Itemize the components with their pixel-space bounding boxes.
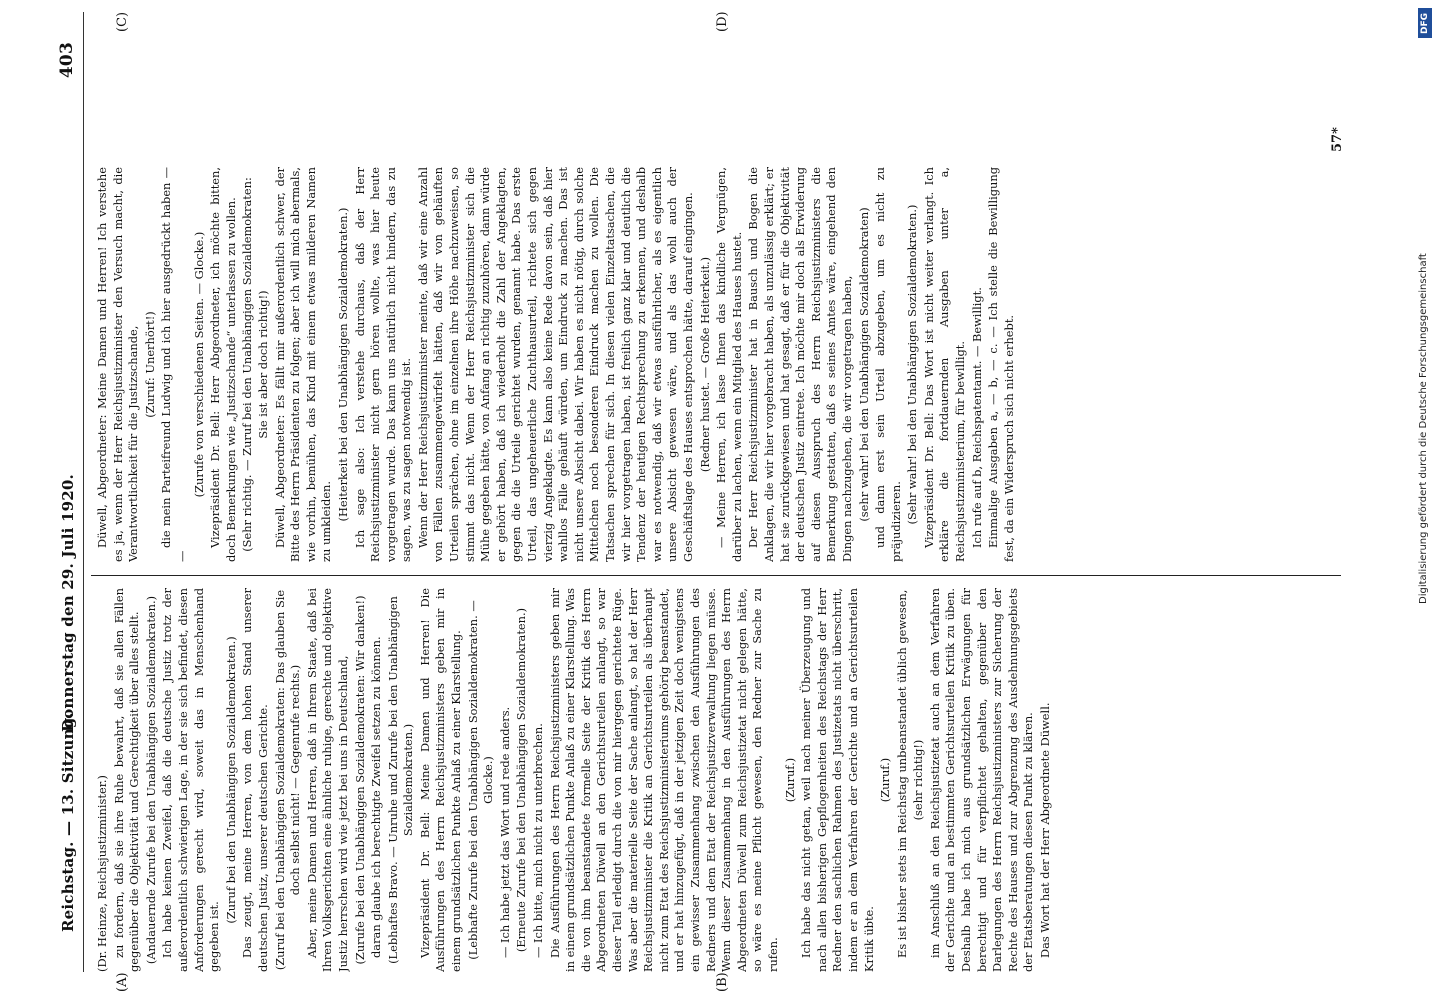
header-left: Reichstag. — 13. Sitzung. — [59, 712, 77, 932]
margin-marker-a: (A) — [115, 972, 130, 992]
digitization-notice: Digitalisierung gefördert durch die Deutsche Forschungsgemeinschaft — [1418, 253, 1429, 604]
page-number: 403 — [57, 42, 77, 79]
left-column-text — [112, 588, 1054, 972]
paragraph: die mein Parteifreund Ludwig und ich hier ausgedrückt haben — — — [159, 167, 189, 562]
sheet-signature: 57* — [1330, 127, 1345, 152]
interjection: (Zuruf: Unerhört!) — [142, 311, 157, 418]
paragraph: Ich rufe auf b, Reichspatentamt. — Bewilligt. — [969, 287, 984, 548]
paragraph: Die Ausführungen des Herrn Reichsjustizministers geben mir in einem grundsätzlichen Punkte Anlaß zu einer Klarstellung. Was die von ihm beanstandete formelle Seite der Kritik des Herrn Abgeordneten Düwell an den Gerichtsurteilen anlangt, so war dieser Teil erledigt durch die von mir hiergegen gerichtete Rüge. Was aber die materielle Seite der Sache anlangt, so hat der Herr Reichsjustizminister die Kritik an Gerichtsurteilen als überhaupt nicht zum Etat des Reichsjustizministeriums gehörig beanstandet, und er hat hinzugefügt, daß in der jetzigen Zeit doch wenigstens ein gewisser Zusammenhang zwischen den Ausführungen des Redners und dem Etat der Reichsjustizverwaltung liegen müsse. Wenn dieser Zusammenhang in den Ausführungen des Herrn Abgeordneten Düwell zum Reichsjustizetat nicht gelegen hätte, so wäre es meine Pflicht gewesen, den Redner zur Sache zu rufen. — [547, 588, 780, 972]
interjection: (Zurufe bei den Unabhängigen Sozialdemokraten: Wir danken!) — [352, 595, 367, 965]
paragraph: — Ich bitte, mich nicht zu unterbrechen. — [531, 723, 546, 958]
interjection: (Lebhaftes Bravo. — Unruhe und Zurufe bei den Unabhängigen Sozialdemokraten.) — [385, 596, 416, 964]
paragraph: Ich habe keinen Zweifel, daß die deutsche Justiz trotz der außerordentlich schwierigen Lage, in der sie sich befindet, diesen Anforderungen gerecht wird, soweit das in Menschenhand gegeben ist. — [160, 588, 222, 972]
interjection: (Sehr richtig. — Zuruf bei den Unabhängigen Sozialdemokraten: Sie ist aber doch richtig!) — [240, 177, 270, 552]
paragraph: Der Herr Reichsjustizminister hat in Bausch und Bogen die Anklagen, die wir hier vorgebracht haben, als unzulässig erklärt; er hat sie zurückgewiesen und hat gesagt, daß er für die Objektivität der deutschen Justiz eintrete. Ich möchte mir doch als Erwiderung auf diesen Ausspruch des Herrn Reichsjustizministers die Bemerkung gestatten, daß es seines Amtes wäre, eingehend den Dingen nachzugehen, die wir vorgetragen haben, — [746, 167, 854, 562]
dfg-logo: DFG — [1418, 8, 1432, 38]
paragraph: Das zeugt, meine Herren, von dem hohen Stand unserer deutschen Justiz, unserer deutschen Gerichte. — [240, 588, 270, 972]
paragraph: Einmalige Ausgaben a, — b, — c. — Ich stelle die Bewilligung fest, da ein Widerspruch sich nicht erhebt. — [986, 167, 1016, 562]
header-date: Donnerstag den 29. Juli 1920. — [59, 474, 77, 732]
interjection: (Zurufe von verschiedenen Seiten. — Glocke.) — [191, 231, 206, 498]
paragraph: Ich habe das nicht getan, weil nach meiner Überzeugung und nach allen bisherigen Gepflogenheiten des Reichstags der Herr Redner den sachlichen Rahmen des Justizetats nicht überschritt, indem er an dem Verfahren der Gerichte und an Gerichtsurteilen Kritik übte. — [799, 588, 876, 972]
speaker-paragraph: Vizepräsident Dr. Bell: Herr Abgeordneter, ich möchte bitten, doch Bemerkungen wie „Justizschande“ unterlassen zu wollen. — [208, 167, 238, 562]
right-column-text — [95, 167, 1017, 562]
interjection: (Heiterkeit bei den Unabhängigen Sozialdemokraten.) — [335, 207, 350, 522]
speaker-paragraph: Vizepräsident Dr. Bell: Meine Damen und Herren! Die Ausführungen des Herrn Reichsjustizministers geben mir in einem grundsätzlichen Punkte Anlaß zu einer Klarstellung. — [417, 588, 464, 972]
paragraph: Ich sage also: Ich verstehe durchaus, daß der Herr Reichsjustizminister nicht gern hören wollte, was hier heute vorgetragen wurde. Das kann uns natürlich nicht hindern, das zu sagen, was zu sagen notwendig ist. — [352, 167, 414, 562]
column-divider — [91, 575, 1341, 576]
interjection: (Zuruf.) — [878, 757, 893, 803]
digitization-strip — [1418, 8, 1432, 992]
interjection: (Zuruf.) — [782, 757, 797, 803]
paragraph: daran glaube ich berechtigte Zweifel setzen zu können. — [369, 636, 384, 958]
interjection: (Lebhafte Zurufe bei den Unabhängigen Sozialdemokraten. — Glocke.) — [465, 600, 496, 960]
interjection: (Sehr wahr! bei den Unabhängigen Sozialdemokraten.) — [905, 204, 920, 525]
paragraph: Wenn der Herr Reichsjustizminister meinte, daß wir eine Anzahl von Fällen zusammengewürfelt hätten, daß wir von gehäuften Urteilen sprächen, ohne im einzelnen ihre Höhe nachzuweisen, so stimmt das nicht. Wenn der Herr Reichsjustizminister sich die Mühe gegeben hätte, von Anfang an richtig zuzuhören, dann würde er gehört haben, daß ich wiederholt die Zahl der Angeklagten, gegen die die Urteile gerichtet wurden, genannt habe. Das erste Urteil, das ungeheuerliche Zuchthausurteil, richtete sich gegen vierzig Angeklagte. Es kann also keine Rede davon sein, daß hier wahllos Fälle gehäuft würden, um Eindruck zu machen. Das ist nicht unsere Absicht dabei. Wir haben es nicht nötig, durch solche Mittelchen noch besonderen Eindruck machen zu wollen. Die Tatsachen sprechen für sich. In diesen vielen Einzeltatsachen, die wir hier vorgetragen haben, ist freilich ganz klar und deutlich die Tendenz der heutigen Rechtsprechung zu erkennen, und deshalb war es notwendig, daß wir etwas ausführlicher, als es eigentlich unsere Absicht gewesen wäre, und als das wohl auch der Geschäftslage des Hauses entsprochen hätte, darauf eingingen. — [415, 167, 695, 562]
interjection: (Andauernde Zurufe bei den Unabhängigen Sozialdemokraten.) — [143, 595, 158, 965]
paragraph: Es ist bisher stets im Reichstag unbeanstandet üblich gewesen, — [894, 589, 909, 958]
left-column — [95, 588, 1335, 972]
interjection: (sehr richtig!) — [911, 739, 926, 821]
paragraph: Das Wort hat der Herr Abgeordnete Düwell. — [1038, 702, 1053, 958]
right-column — [95, 167, 1335, 562]
speaker-paragraph: Düwell, Abgeordneter: Meine Damen und Herren! Ich verstehe es ja, wenn der Herr Reichsjustizminister den Versuch macht, die Verantwortlichkeit für die Justizschande, — [95, 167, 141, 562]
paragraph: und dann erst sein Urteil abzugeben, um es nicht zu präjudizieren. — [873, 167, 903, 562]
interjection: (Redner hustet. — Große Heiterkeit.) — [697, 256, 712, 473]
speaker-line: (Dr. Heinze, Reichsjustizminister.) — [95, 775, 109, 972]
speaker-paragraph: Vizepräsident Dr. Bell: Das Wort ist nicht weiter verlangt. Ich erkläre die fortdauernden Ausgaben unter a, Reichsjustizministerium, für bewilligt. — [921, 167, 968, 562]
paragraph: — Ich habe jetzt das Wort und rede anders. — [497, 706, 512, 958]
page-header — [55, 2, 81, 992]
paragraph: im Anschluß an den Reichsjustizetat auch an dem Verfahren der Gerichte und an bestimmten Gerichtsurteilen Kritik zu üben. Deshalb habe ich mich aus grundsätzlichen Erwägungen für berechtigt und für verpflichtet gehalten, gegenüber den Darlegungen des Herrn Reichsjustizministers zur Sicherung der Rechte des Hauses und zur Abgrenzung des Ausdehnungsgebiets der Etatsberatungen diesen Punkt zu klären. — [927, 588, 1036, 972]
interjection: (sehr wahr! bei den Unabhängigen Sozialdemokraten) — [856, 207, 871, 522]
speaker-paragraph: Düwell, Abgeordneter: Es fällt mir außerordentlich schwer, der Bitte des Herrn Präsidenten zu folgen; aber ich will mich abermals, wie vorhin, bemühen, das Kind mit einem etwas milderen Namen zu umkleiden. — [272, 167, 334, 562]
paragraph: Aber, meine Damen und Herren, daß in Ihrem Staate, daß bei Ihren Volksgerichten eine ähnliche ruhige, gerechte und objektive Justiz herrschen wird wie jetzt bei uns in Deutschland, — [304, 588, 350, 972]
interjection: (Zuruf bei den Unabhängigen Sozialdemokraten: Das glauben Sie doch selbst nicht! — Gegenrufe rechts.) — [272, 589, 303, 971]
interjection: (Zuruf bei den Unabhängigen Sozialdemokraten.) — [223, 636, 238, 924]
paragraph: zu fordern, daß sie ihre Ruhe bewahrt, daß sie allen Fällen gegenüber die Objektivität und Gerechtigkeit über alles stellt. — [111, 588, 142, 972]
newspaper-page — [55, 2, 1355, 992]
margin-marker-c: (C) — [115, 11, 130, 32]
paragraph: — Meine Herren, ich lasse Ihnen das kindliche Vergnügen, darüber zu lachen, wenn ein Mitglied des Hauses hustet. — [714, 167, 744, 562]
margin-marker-b: (B) — [715, 972, 730, 992]
margin-marker-d: (D) — [715, 11, 730, 32]
header-rule — [83, 12, 84, 972]
interjection: (Erneute Zurufe bei den Unabhängigen Sozialdemokraten.) — [514, 607, 529, 953]
